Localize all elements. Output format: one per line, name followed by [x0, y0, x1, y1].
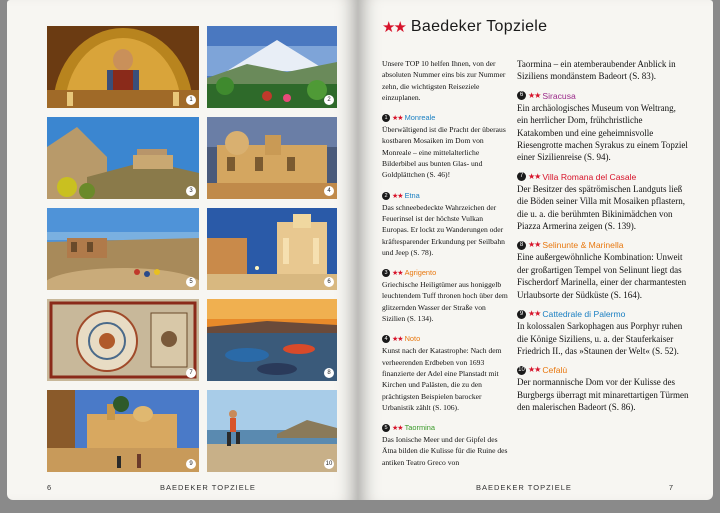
entry-text: Eine außergewöhnliche Kombination: Unweit der großartigen Tempel von Selinunt liegt das Fischerdorf Marinella, einer der charmantesten Urlaubsorte der Südküste (S. 164).: [517, 252, 687, 300]
entry-number: 1: [382, 114, 390, 122]
entry-title: Taormina: [404, 423, 435, 433]
page-number-right: 7: [668, 483, 673, 492]
entry-text-continued: Taormina – ein atemberaubender Anblick in Siziliens mondänstem Badeort (S. 83).: [517, 59, 676, 82]
photo-taormina-theatre: [47, 208, 199, 290]
photo-agrigento-ruins: [47, 117, 199, 199]
photo-number: 2: [324, 95, 334, 105]
entry-number: 9: [517, 310, 526, 319]
entry-etna: [382, 191, 508, 258]
entry-title: Noto: [404, 334, 421, 344]
entry-noto: [382, 334, 508, 413]
entry-text: Kunst nach der Katastrophe: Nach dem verheerenden Erdbeben von 1693 finanzierte der Adel eine Planstadt mit Kirchen und Palästen, die zu den prächtigsten Beispielen barocker Urbanistik zählt (S. 106).: [382, 346, 502, 412]
photo-monreale-mosaic: [47, 26, 199, 108]
photo-cefalu-beach: [207, 390, 337, 472]
entry-title: Etna: [404, 190, 420, 200]
entry-title: Selinunte & Marinella: [542, 240, 624, 251]
entry-number: 3: [382, 269, 390, 277]
entry-monreale: [382, 113, 508, 180]
entry-text: Der Besitzer des spätrömischen Landguts ließ die Böden seiner Villa mit Mosaiken pflastern, die u. a. die berühmten Bikinimädchen von Piazza Armerina zeigen (S. 139).: [517, 183, 686, 232]
photo-etna: [207, 26, 337, 108]
entry-title: Monreale: [404, 113, 436, 123]
entry-taormina: [382, 423, 508, 468]
right-page: [358, 0, 713, 500]
star-rating-icon: ★★: [528, 240, 541, 250]
photo-siracusa-duomo: [207, 208, 337, 290]
entry-number: 10: [518, 366, 525, 373]
star-rating-icon: ★★: [392, 269, 403, 278]
star-rating-icon: ★★: [528, 365, 541, 375]
star-rating-icon: ★★: [528, 171, 541, 181]
photo-palermo-cathedral: [47, 390, 199, 472]
entry-number: 6: [517, 91, 526, 100]
page-title: Baedeker Topziele: [410, 18, 548, 35]
column-2: [517, 58, 689, 414]
photo-number: 8: [324, 368, 334, 378]
entry-text: Griechische Heiligtümer aus honiggelb leuchtendem Tuff thronen hoch über dem glitzernden Wasser der Straße von Sizilien (S. 134).: [382, 280, 508, 324]
page-number-left: 6: [47, 483, 52, 492]
column-1: [382, 58, 508, 468]
entry-number: 7: [517, 172, 526, 181]
entry-title: Villa Romana del Casale: [542, 171, 637, 182]
entry-selinunte: [517, 240, 689, 301]
entry-number: 2: [382, 192, 390, 200]
intro-text: Unsere TOP 10 helfen Ihnen, von der absoluten Nummer eins bis zur Nummer zehn, die wichtigsten Reiseziele einzuplanen.: [382, 59, 506, 102]
entry-text: Der normannische Dom vor der Kulisse des Burgbergs überragt mit minarettartigen Türmen den malerischen Badeort (S. 86).: [517, 377, 689, 413]
photo-number: 5: [186, 277, 196, 287]
entry-text: Überwältigend ist die Pracht der überaus kostbaren Mosaiken im Dom von Monreale – eine mittelalterliche Bilderbibel aus bunten Glas- und Goldplättchen (S. 46)!: [382, 125, 506, 180]
photo-number: 4: [324, 186, 334, 196]
entry-siracusa: [517, 91, 689, 164]
left-page: [7, 0, 358, 500]
entry-cefalu: [517, 365, 689, 413]
photo-villa-romana-mosaic: [47, 299, 199, 381]
photo-marinella-harbour: [207, 299, 337, 381]
entry-text: Das schneebedeckte Wahrzeichen der Feuerinsel ist der höchste Vulkan Europas. Er lockt zu Wanderungen oder kräftesparender Erkundung per Seilbahn und Jeep (S. 78).: [382, 202, 505, 257]
photo-number: 3: [186, 186, 196, 196]
photo-number: 1: [186, 95, 196, 105]
entry-cattedrale: [517, 309, 689, 357]
entry-text: Das Ionische Meer und der Gipfel des Ätna bilden die Kulisse für die Ruine des antiken Teatro Greco von: [382, 435, 508, 467]
photo-number: 9: [186, 459, 196, 469]
entry-villa-romana: [517, 172, 689, 233]
running-title-left: BAEDEKER TOPZIELE: [160, 483, 256, 492]
entry-text: In kolossalen Sarkophagen aus Porphyr ruhen die Könige Siziliens, u. a. der Stauferkaiser Friedrich II., das »Staunen der Welt« (S. 52).: [517, 321, 683, 356]
section-heading: [382, 18, 547, 36]
star-rating-icon: ★★: [392, 335, 403, 344]
entry-agrigento: [382, 268, 508, 324]
entry-number: 5: [382, 424, 390, 432]
entry-title: Cattedrale di Palermo: [542, 309, 626, 320]
star-rating-icon: ★★: [528, 90, 541, 100]
star-rating-icon: ★★: [392, 424, 403, 433]
entry-number: 8: [517, 241, 526, 250]
star-rating-icon: ★★: [392, 191, 403, 200]
entry-title: Agrigento: [404, 268, 437, 278]
photo-noto: [207, 117, 337, 199]
entry-text: Ein archäologisches Museum von Weltrang, ein herrlicher Dom, frühchristliche Katakomben und eine geheimnisvolle Riesengrotte machen Syrakus zu einem Topziel einer Sizilienreise (S. 94).: [517, 102, 688, 163]
photo-number: 7: [186, 368, 196, 378]
entry-title: Cefalù: [542, 365, 568, 376]
running-title-right: BAEDEKER TOPZIELE: [476, 483, 572, 492]
two-star-icon: ★★: [382, 18, 405, 36]
star-rating-icon: ★★: [528, 309, 541, 319]
photo-number: 6: [324, 277, 334, 287]
entry-number: 4: [382, 335, 390, 343]
star-rating-icon: ★★: [392, 114, 403, 123]
photo-number: 10: [325, 461, 333, 467]
entry-title: Siracusa: [542, 90, 576, 101]
